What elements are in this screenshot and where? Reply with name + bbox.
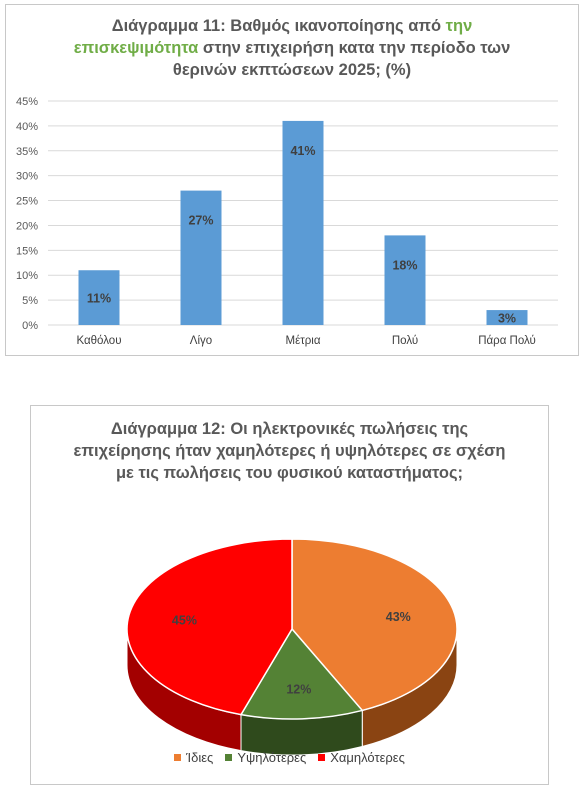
bar-title-part-1: την [445, 17, 473, 35]
bar-title-part-4: στην επιχειρήση κατα την περίοδο των [198, 39, 511, 57]
pie-legend [31, 750, 548, 765]
bar [385, 235, 426, 325]
bar-chart-panel [5, 4, 579, 356]
legend-label: Υψηλότερες [237, 750, 307, 765]
pie-chart-panel [30, 405, 549, 785]
pie-chart [31, 406, 548, 784]
legend-swatch [318, 754, 325, 761]
bar-data-label: 41% [290, 143, 316, 158]
legend-swatch [174, 754, 181, 761]
y-tick-label: 35% [15, 145, 38, 158]
bar-chart [6, 5, 578, 355]
bar-title-part-0: Διάγραμμα 11: Βαθμός ικανοποίησης από [111, 17, 446, 35]
bar [181, 191, 222, 325]
bar-data-label: 18% [392, 258, 418, 273]
bar-title-part-6: θερινών εκπτώσεων 2025; (%) [172, 61, 412, 79]
x-tick-label: Πολύ [391, 335, 419, 347]
y-tick-label: 10% [15, 270, 38, 283]
y-tick-label: 0% [22, 320, 38, 332]
pie-title-line-1: Διάγραμμα 12: Οι ηλεκτρονικές πωλήσεις της [110, 420, 469, 438]
pie-title-line-3: με τις πωλήσεις του φυσικού καταστήματος; [115, 464, 464, 482]
bar-data-label: 27% [188, 213, 214, 228]
y-tick-label: 40% [15, 120, 38, 133]
bar-title-part-3: επισκεψιμότητα [73, 39, 199, 57]
legend-item [225, 750, 306, 765]
pie-title-line-2: επιχείρησης ήταν χαμηλότερες ή υψηλότερες σε σχέση [73, 442, 506, 460]
y-tick-label: 5% [22, 295, 38, 308]
y-tick-label: 20% [15, 220, 38, 233]
y-tick-label: 15% [15, 245, 38, 258]
pie-data-label: 45% [171, 613, 197, 628]
y-tick-label: 25% [15, 195, 38, 208]
bar-data-label: 11% [86, 291, 112, 306]
legend-item [174, 750, 213, 765]
pie-data-label: 43% [385, 610, 411, 625]
x-tick-label: Μέτρια [285, 335, 321, 347]
x-tick-label: Πάρα Πολύ [478, 335, 536, 347]
legend-label: Ίδιες [186, 750, 214, 765]
legend-label: Χαμηλότερες [330, 750, 405, 765]
legend-swatch [225, 754, 232, 761]
legend-item [318, 750, 405, 765]
y-tick-label: 45% [15, 96, 38, 108]
pie-data-label: 12% [286, 682, 312, 697]
x-tick-label: Καθόλου [76, 335, 122, 347]
bar-data-label: 3% [497, 311, 517, 326]
x-tick-label: Λίγο [189, 335, 213, 347]
y-tick-label: 30% [15, 170, 38, 183]
